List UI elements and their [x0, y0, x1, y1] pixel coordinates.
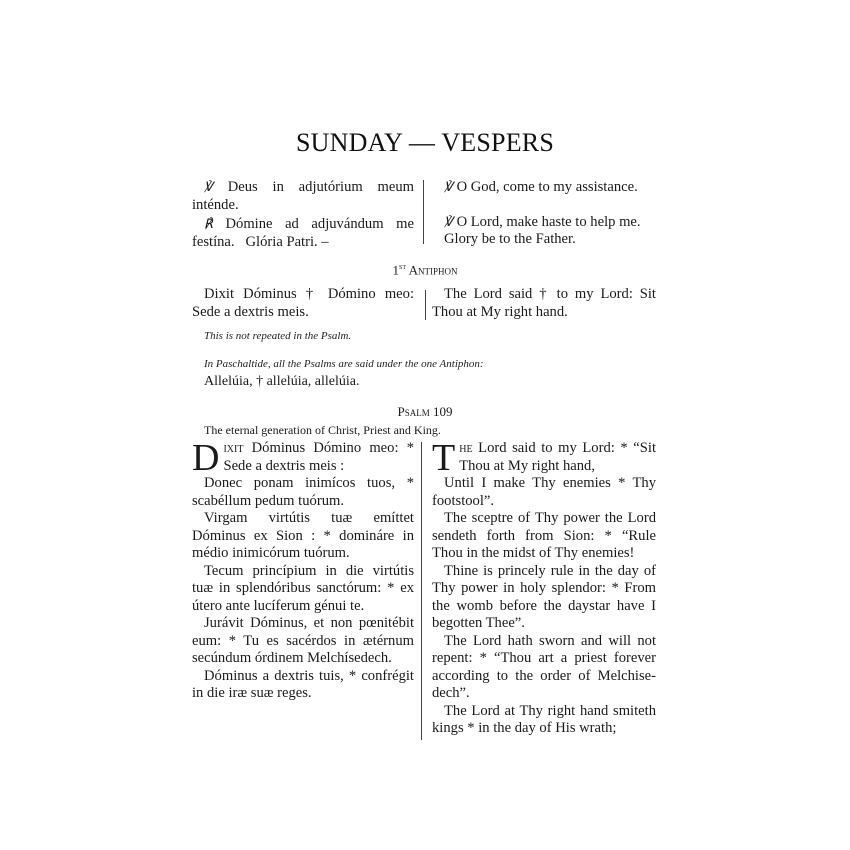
page-title: SUNDAY — VESPERS — [296, 128, 554, 157]
antiphon-english-text: The Lord said † to my Lord: Sit Thou at My right hand. — [432, 286, 656, 320]
antiphon-latin — [192, 286, 414, 321]
psalm-english-v5: The Lord hath sworn and will not repent: * “Thou art a priest forever according to the order of Melchisedech”. — [432, 632, 656, 701]
psalm-latin-v3: Virgam virtútis tuæ emíttet Dóminus ex Sion : * domináre in médio inimicórum tuórum. — [192, 510, 414, 561]
antiphon-label: Antiphon — [408, 262, 458, 278]
versicle-mark: ℣ — [444, 213, 453, 229]
psalm-latin-v4: Tecum princípium in die virtútis tuæ in splendóribus sanctórum: * ex útero ante lucíferum génui te. — [192, 562, 414, 614]
paschal-antiphon: Allelúia, † allelúia, allelúia. — [204, 374, 360, 389]
first-word-latin: ixit — [223, 440, 244, 456]
rubric-not-repeated: This is not repeated in the Psalm. — [204, 330, 352, 342]
versicle-mark: ℣ — [204, 179, 213, 194]
column-divider — [425, 290, 426, 320]
dropcap-latin: D — [192, 437, 220, 479]
opening-latin-response: Dómine ad adjuvándum me festína. — [192, 216, 414, 250]
response-mark: ℟ — [204, 216, 213, 231]
psalm-latin-v6: Dóminus a dextris tuis, * confrégit in die iræ suæ reges. — [192, 667, 414, 701]
psalm-subtitle: The eternal generation of Christ, Priest and King. — [204, 423, 441, 437]
psalm-english-v3: The sceptre of Thy power the Lord sendeth forth from Sion: * “Rule Thou in the midst of Thy enemies! — [432, 510, 656, 561]
opening-english-versicle: O God, come to my assistance. — [456, 179, 638, 195]
psalm-heading: Psalm 109 — [397, 404, 453, 419]
psalm-latin — [192, 437, 414, 703]
psalm-latin-v5: Jurávit Dóminus, et non pœnitébit eum: * Tu es sacérdos in ætérnum secúndum órdinem Melchísedech. — [192, 615, 414, 666]
psalm-english — [432, 437, 656, 738]
opening-english — [444, 178, 656, 249]
antiphon-latin-text: Dixit Dóminus † Dómino meo: Sede a dextris meis. — [192, 286, 414, 320]
psalm-latin-v1: Dóminus Dómino meo: * Sede a dextris meis : — [223, 440, 414, 474]
opening-latin — [192, 178, 414, 251]
opening-latin-versicle: Deus in adjutórium meum inténde. — [192, 179, 414, 213]
antiphon-english — [432, 286, 656, 321]
opening-english-response: O Lord, make haste to help me. — [456, 213, 641, 230]
antiphon-heading — [0, 262, 850, 278]
column-divider — [423, 180, 424, 244]
dropcap-english: T — [432, 437, 456, 479]
psalm-english-v1: Lord said to my Lord: * “Sit Thou at My right hand, — [459, 440, 656, 474]
rubric-paschaltide: In Paschaltide, all the Psalms are said under the one Antiphon: — [204, 358, 484, 370]
first-word-english: he — [459, 440, 473, 456]
psalm-english-v2: Until I make Thy enemies * Thy footstool”. — [432, 475, 656, 509]
opening-latin-gloria: Glória Patri. – — [245, 233, 329, 250]
psalm-english-v6: The Lord at Thy right hand smiteth kings * in the day of His wrath; — [432, 702, 656, 736]
opening-english-gloria: Glory be to the Father. — [444, 231, 576, 247]
versicle-mark: ℣ — [444, 179, 453, 194]
column-divider — [421, 442, 422, 740]
antiphon-ordinal-suffix: st — [399, 262, 407, 271]
psalm-latin-v2: Donec ponam inimícos tuos, * scabéllum pedum tuórum. — [192, 475, 414, 509]
psalm-english-v4: Thine is princely rule in the day of Thy power in holy splendor: * From the womb before the daystar have I begotten Thee”. — [432, 562, 656, 631]
antiphon-ordinal: 1 — [392, 262, 400, 278]
